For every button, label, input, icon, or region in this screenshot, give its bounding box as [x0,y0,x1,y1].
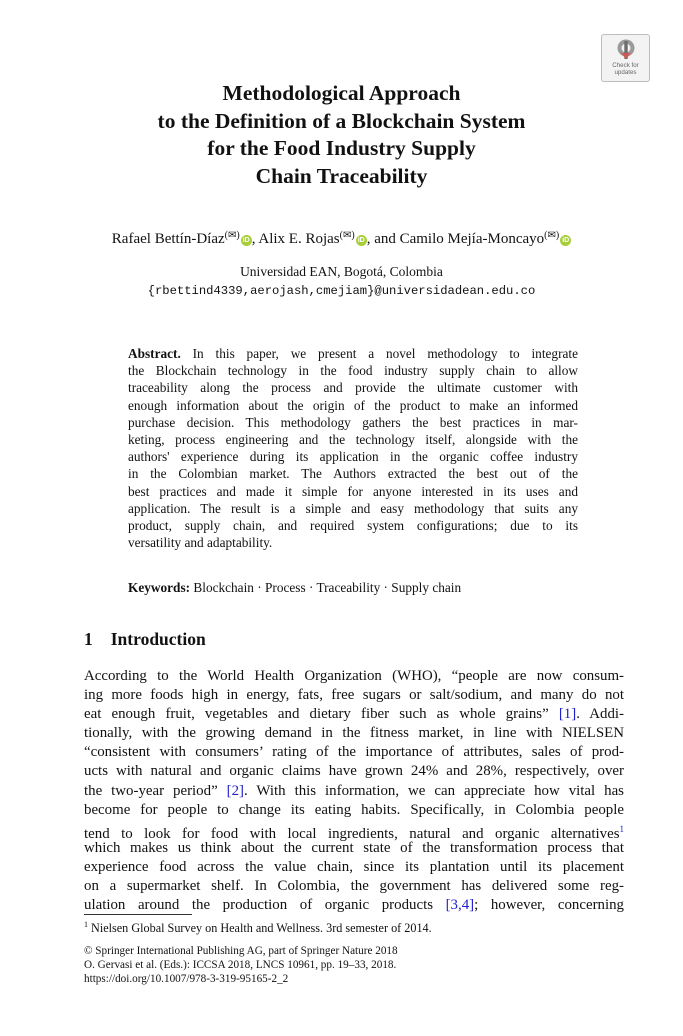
abstract-line: versatility and adaptability. [128,535,273,551]
citation-link[interactable]: [2] [226,782,245,799]
body-line [84,820,624,842]
title-line-4: Chain Traceability [255,163,428,188]
title-line-2: to the Definition of a Blockchain System [157,108,526,133]
body-line: on a supermarket shelf. In Colombia, the government has delivered some reg- [84,878,624,895]
orcid-icon[interactable]: iD [357,237,365,244]
abstract-text: In this paper, we present a novel methodology to integrate [180,346,578,361]
abstract-line: authors' experience during its application in the organic coffee industry [128,449,578,465]
body-line: According to the World Health Organization (WHO), “people are now consum- [84,668,624,684]
body-line [84,705,624,724]
citation-link[interactable]: 4] [461,897,475,914]
author-name: , Alix E. Rojas [251,231,340,247]
body-line: ing more foods high in energy, fats, free sugars or salt/sodium, and many do not [84,687,624,704]
body-line: ucts with natural and organic claims have grown 24% and 28%, respectively, over [84,763,624,780]
keywords [128,580,461,596]
section-heading [84,629,206,650]
abstract-line: application. The result is a simple and easy methodology that suits any [128,500,578,516]
doi-link[interactable]: https://doi.org/10.1007/978-3-319-95165-2_2 [84,973,289,985]
abstract-line: in the Colombian market. The Authors extracted the best out of the [128,466,578,482]
abstract-line: best practices and made it simple for anyone interested in its uses and [128,483,578,499]
title-line-1: Methodological Approach [222,81,461,105]
copyright-line: © Springer International Publishing AG, part of Springer Nature 2018 [84,945,398,957]
author-emails[interactable]: {rbettind4339,aerojash,cmejiam}@universidadean.edu.co [147,284,536,298]
citation-link[interactable]: [1] [558,706,577,723]
body-line: “consistent with consumers’ rating of the importance of attributes, sales of prod- [84,744,624,761]
abstract-line: traceability along the process and provide the ultimate customer with [128,380,578,396]
body-line: experience food across the value chain, since its plantation until its placement [84,858,624,875]
footnote-rule [84,914,192,915]
section-number: 1 [84,629,93,649]
orcid-icon[interactable]: iD [562,237,570,244]
abstract [128,345,578,551]
paper-title [60,80,623,190]
publication-info [84,944,398,986]
check-for-updates-badge[interactable] [601,34,650,82]
check-for-updates-icon [615,38,637,62]
body-text: . With this information, we can appreciate how vital has [244,782,624,799]
body-text: the two-year period” [84,782,227,799]
footnote-link[interactable]: 1 [619,823,624,834]
body-line [84,782,624,801]
footnote [84,920,432,936]
author-name: , and Camilo Mejía-Moncayo [366,231,545,247]
body-text: eat enough fruit, vegetables and dietary fiber such as whole grains” [84,706,559,723]
keywords-list: Blockchain · Process · Traceability · Supply chain [193,580,462,595]
body-paragraph [84,667,624,915]
badge-line-1: Check for [612,62,639,69]
body-text: ulation around the production of organic products [84,897,446,914]
mail-mark[interactable]: (✉) [224,230,240,241]
title-line-3: for the Food Industry Supply [207,136,476,160]
body-line: become for people to change its eating habits. Specifically, in Colombia people [84,801,624,818]
abstract-line [128,345,578,362]
body-line: tionally, with the growing demand in the fitness market, in line with NIELSEN [84,725,624,742]
proceedings-line: O. Gervasi et al. (Eds.): ICCSA 2018, LNCS 10961, pp. 19–33, 2018. [84,959,397,971]
badge-text [602,63,649,76]
mail-mark[interactable]: (✉) [544,230,560,241]
footnote-mark: 1 [84,920,88,929]
footnote-text: Nielsen Global Survey on Health and Wellness. 3rd semester of 2014. [91,921,432,936]
abstract-label: Abstract. [128,346,181,361]
body-text: . Addi- [576,706,624,723]
affiliation: Universidad EAN, Bogotá, Colombia [240,264,443,279]
abstract-line: purchase decision. This methodology gathers the best practices in mar- [128,414,578,430]
body-text: tend to look for food with local ingredients, natural and organic alternatives [84,825,620,842]
author-name: Rafael Bettín-Díaz [111,231,225,247]
abstract-line: keting, process engineering and the technology itself, alongside with the [128,431,578,447]
abstract-line: the Blockchain technology in the food industry supply chain to allow [128,363,578,379]
mail-mark[interactable]: (✉) [339,230,355,241]
body-text: ; however, concerning [474,897,624,914]
abstract-line: enough information about the origin of the product to make an informed [128,397,578,413]
body-line: which makes us think about the current state of the transformation process that [84,839,624,856]
section-title: Introduction [110,629,206,649]
body-line [84,896,624,915]
orcid-icon[interactable]: iD [242,237,250,244]
abstract-line: product, supply chain, and required system configurations; due to its [128,517,578,533]
keywords-label: Keywords: [128,580,191,595]
badge-line-2: updates [614,68,637,76]
citation-link[interactable]: [3, [445,897,462,914]
author-list [60,230,623,248]
